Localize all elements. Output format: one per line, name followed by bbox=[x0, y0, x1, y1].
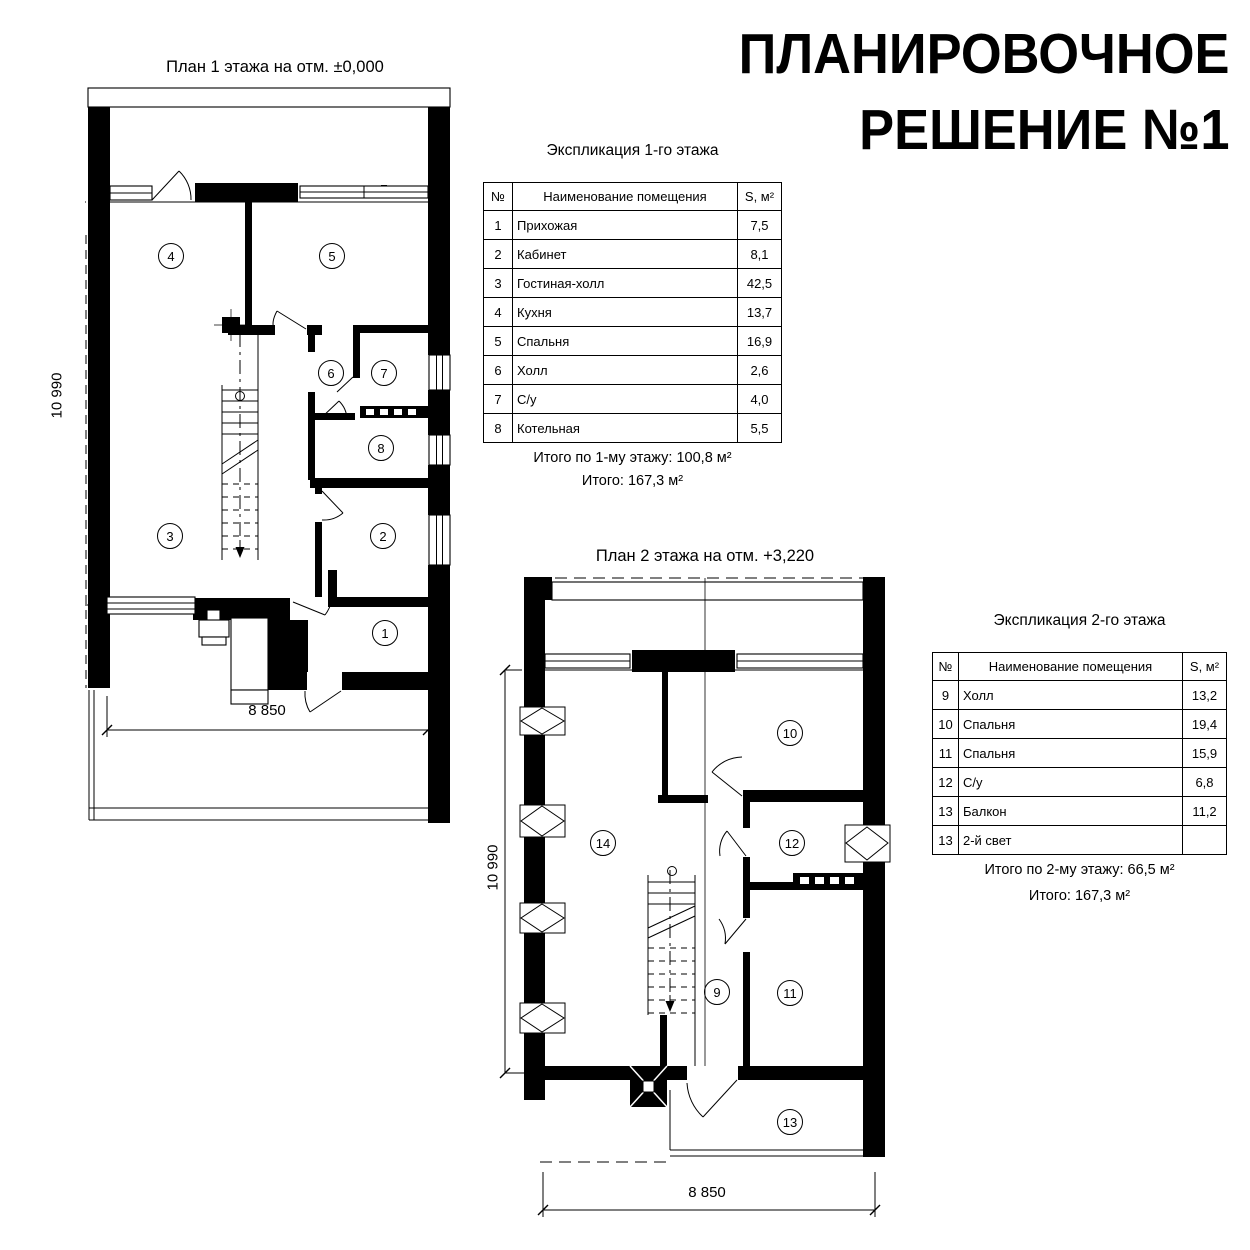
table-row bbox=[484, 356, 782, 385]
schedule1-floor-total: Итого по 1-му этажу: 100,8 м² bbox=[533, 450, 732, 466]
table-row bbox=[484, 211, 782, 240]
cell-name: Спальня bbox=[513, 327, 738, 356]
room-number-badge: 12 bbox=[779, 830, 805, 856]
schedule1-title: Экспликация 1-го этажа bbox=[546, 142, 719, 159]
cell-area bbox=[1183, 826, 1227, 855]
room-number-badge: 14 bbox=[590, 830, 616, 856]
cell-num: 5 bbox=[484, 327, 513, 356]
col-header-num: № bbox=[484, 183, 513, 211]
cell-area: 42,5 bbox=[738, 269, 782, 298]
cell-area: 8,1 bbox=[738, 240, 782, 269]
cell-name: С/у bbox=[959, 768, 1183, 797]
table-row bbox=[484, 327, 782, 356]
cell-name: Котельная bbox=[513, 414, 738, 443]
cell-name: Холл bbox=[513, 356, 738, 385]
cell-num: 13 bbox=[933, 826, 959, 855]
table-row bbox=[933, 710, 1227, 739]
cell-name: Гостиная-холл bbox=[513, 269, 738, 298]
room-number-badge: 4 bbox=[158, 243, 184, 269]
table-row bbox=[933, 681, 1227, 710]
plan1-glazing-lines bbox=[107, 186, 443, 609]
table-row bbox=[484, 240, 782, 269]
cell-area: 16,9 bbox=[738, 327, 782, 356]
sheet-title-line-1: ПЛАНИРОВОЧНОЕ bbox=[739, 22, 1230, 86]
schedule2-grand-total: Итого: 167,3 м² bbox=[1028, 888, 1131, 904]
cell-name: 2-й свет bbox=[959, 826, 1183, 855]
room-number-badge: 5 bbox=[319, 243, 345, 269]
col-header-name: Наименование помещения bbox=[959, 653, 1183, 681]
plan2-height-dimension: 10 990 bbox=[484, 844, 502, 891]
cell-num: 2 bbox=[484, 240, 513, 269]
cell-area: 13,7 bbox=[738, 298, 782, 327]
table-row bbox=[933, 797, 1227, 826]
cell-num: 6 bbox=[484, 356, 513, 385]
cell-num: 7 bbox=[484, 385, 513, 414]
cell-num: 9 bbox=[933, 681, 959, 710]
cell-num: 13 bbox=[933, 797, 959, 826]
cell-num: 1 bbox=[484, 211, 513, 240]
plan1-stairs-icon bbox=[222, 333, 258, 560]
cell-num: 3 bbox=[484, 269, 513, 298]
room-number-badge: 6 bbox=[318, 360, 344, 386]
cell-area: 7,5 bbox=[738, 211, 782, 240]
sheet-title-line-2: РЕШЕНИЕ №1 bbox=[859, 98, 1230, 162]
plan1-title: План 1 этажа на отм. ±0,000 bbox=[166, 58, 384, 76]
room-number-badge: 9 bbox=[704, 979, 730, 1005]
plan1-thin-lines bbox=[86, 202, 428, 820]
room-number-badge: 1 bbox=[372, 620, 398, 646]
room-number-badge: 3 bbox=[157, 523, 183, 549]
sheet-title bbox=[739, 16, 1230, 168]
table-row bbox=[484, 414, 782, 443]
room-number-badge: 8 bbox=[368, 435, 394, 461]
col-header-area: S, м² bbox=[738, 183, 782, 211]
table-row bbox=[933, 768, 1227, 797]
room-number-badge: 10 bbox=[777, 720, 803, 746]
schedule1-table bbox=[483, 182, 782, 443]
plan2-stairs-icon bbox=[648, 867, 695, 1067]
schedule2-table bbox=[932, 652, 1227, 855]
col-header-area: S, м² bbox=[1183, 653, 1227, 681]
plan2-title: План 2 этажа на отм. +3,220 bbox=[595, 547, 815, 565]
cell-name: Спальня bbox=[959, 739, 1183, 768]
cell-num: 10 bbox=[933, 710, 959, 739]
plan1-width-dimension: 8 850 bbox=[248, 702, 286, 719]
cell-area: 5,5 bbox=[738, 414, 782, 443]
cell-area: 19,4 bbox=[1183, 710, 1227, 739]
plan1-height-dimension: 10 990 bbox=[48, 372, 66, 419]
cell-name: Кухня bbox=[513, 298, 738, 327]
table-row bbox=[933, 826, 1227, 855]
col-header-num: № bbox=[933, 653, 959, 681]
cell-area: 13,2 bbox=[1183, 681, 1227, 710]
col-header-name: Наименование помещения bbox=[513, 183, 738, 211]
cell-num: 4 bbox=[484, 298, 513, 327]
schedule2-title: Экспликация 2-го этажа bbox=[993, 612, 1166, 629]
plan2-width-dimension: 8 850 bbox=[688, 1184, 726, 1201]
cell-name: Спальня bbox=[959, 710, 1183, 739]
floor-plan-2-drawing bbox=[488, 560, 912, 1230]
cell-area: 6,8 bbox=[1183, 768, 1227, 797]
plan2-doors bbox=[687, 757, 746, 1117]
table-row bbox=[933, 739, 1227, 768]
cell-name: Кабинет bbox=[513, 240, 738, 269]
room-number-badge: 7 bbox=[371, 360, 397, 386]
cell-area: 11,2 bbox=[1183, 797, 1227, 826]
room-number-badge: 2 bbox=[370, 523, 396, 549]
table-row bbox=[484, 385, 782, 414]
cell-name: Балкон bbox=[959, 797, 1183, 826]
cell-num: 8 bbox=[484, 414, 513, 443]
cell-name: Прихожая bbox=[513, 211, 738, 240]
table-row bbox=[484, 298, 782, 327]
schedule1-grand-total: Итого: 167,3 м² bbox=[581, 473, 684, 489]
plan2-dimension-lines bbox=[500, 665, 880, 1217]
room-number-badge: 13 bbox=[777, 1109, 803, 1135]
table-row bbox=[484, 269, 782, 298]
cell-num: 12 bbox=[933, 768, 959, 797]
room-number-badge: 11 bbox=[777, 980, 803, 1006]
cell-area: 2,6 bbox=[738, 356, 782, 385]
cell-name: Холл bbox=[959, 681, 1183, 710]
cell-area: 15,9 bbox=[1183, 739, 1227, 768]
cell-num: 11 bbox=[933, 739, 959, 768]
cell-area: 4,0 bbox=[738, 385, 782, 414]
schedule1-header-row bbox=[484, 183, 782, 211]
schedule2-header-row bbox=[933, 653, 1227, 681]
schedule2-floor-total: Итого по 2-му этажу: 66,5 м² bbox=[984, 862, 1175, 878]
floor-plan-1-drawing bbox=[85, 85, 465, 845]
cell-name: С/у bbox=[513, 385, 738, 414]
